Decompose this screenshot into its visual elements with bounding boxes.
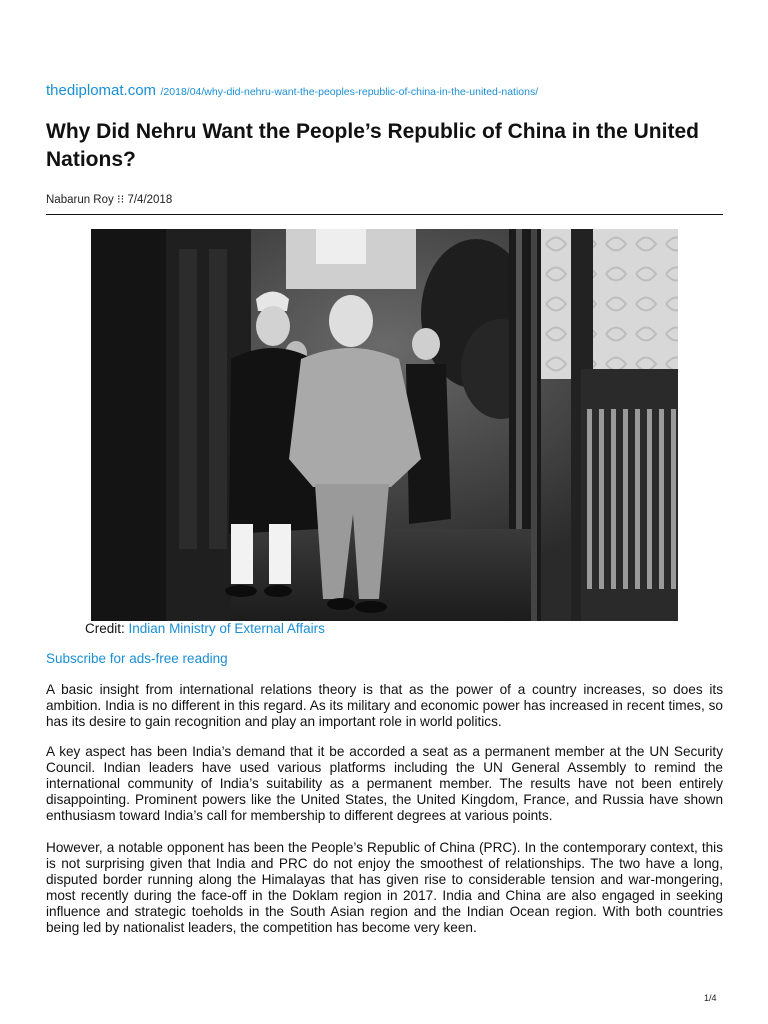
source-path-link[interactable]: /2018/04/why-did-nehru-want-the-peoples-republic-of-china-in-the-united-nations/ <box>160 86 539 98</box>
article-paragraph: A basic insight from international relations theory is that as the power of a country increases, so does its ambition. India is no different in this regard. As its military and economic power has increased in recent times, so has its desire to gain recognition and play an important role in world politics. <box>46 682 723 729</box>
article-paragraph: A key aspect has been India’s demand that it be accorded a seat as a permanent member at the UN Security Council. Indian leaders have used various platforms including the UN General Assembly to remind the international community of India’s suitability as a permanent member. The results have not been entirely disappointing. Prominent powers like the United States, the United Kingdom, France, and Russia have shown enthusiasm toward India’s call for membership to different degrees at various points. <box>46 744 723 823</box>
photo-caption <box>85 621 325 636</box>
article-byline: Nabarun Roy ⁝⁝ 7/4/2018 <box>46 194 173 206</box>
caption-credit-link[interactable]: Indian Ministry of External Affairs <box>128 621 325 636</box>
article-photo <box>91 229 678 621</box>
page-number: 1/4 <box>704 993 717 1003</box>
header-divider <box>46 214 723 215</box>
source-domain-link[interactable]: thediplomat.com <box>46 82 157 99</box>
article-title: Why Did Nehru Want the People’s Republic of China in the United Nations? <box>46 120 699 171</box>
subscribe-link[interactable]: Subscribe for ads-free reading <box>46 651 228 666</box>
article-paragraph: However, a notable opponent has been the People’s Republic of China (PRC). In the contemporary context, this is not surprising given that India and PRC do not enjoy the smoothest of relationships. The two have a long, disputed border running along the Himalayas that has given rise to considerable tension and war-mongering, most recently during the face-off in the Doklam region in 2017. India and China are also engaged in seeking influence and strategic toeholds in the South Asian region and the Indian Ocean region. With both countries being led by nationalist leaders, the competition has become very keen. <box>46 840 723 935</box>
source-url <box>46 82 538 100</box>
caption-prefix: Credit: <box>85 621 125 636</box>
